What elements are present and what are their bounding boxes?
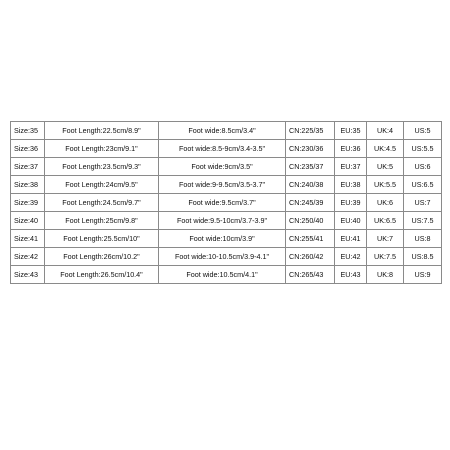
us-size-cell: US:6.5 <box>404 176 442 194</box>
uk-size-cell: UK:6 <box>367 194 404 212</box>
us-size-cell: US:5.5 <box>404 140 442 158</box>
foot-width-cell: Foot wide:10cm/3.9" <box>159 230 286 248</box>
us-size-cell: US:6 <box>404 158 442 176</box>
uk-size-cell: UK:6.5 <box>367 212 404 230</box>
eu-size-cell: EU:39 <box>335 194 367 212</box>
eu-size-cell: EU:41 <box>335 230 367 248</box>
foot-length-cell: Foot Length:26cm/10.2" <box>45 248 159 266</box>
size-cell: Size:38 <box>11 176 45 194</box>
table-row <box>11 266 442 284</box>
foot-width-cell: Foot wide:9.5-10cm/3.7-3.9" <box>159 212 286 230</box>
cn-size-cell: CN:250/40 <box>286 212 335 230</box>
foot-length-cell: Foot Length:24.5cm/9.7" <box>45 194 159 212</box>
table-row <box>11 230 442 248</box>
foot-length-cell: Foot Length:25.5cm/10" <box>45 230 159 248</box>
size-cell: Size:36 <box>11 140 45 158</box>
us-size-cell: US:7.5 <box>404 212 442 230</box>
us-size-cell: US:9 <box>404 266 442 284</box>
table-row <box>11 212 442 230</box>
cn-size-cell: CN:245/39 <box>286 194 335 212</box>
foot-length-cell: Foot Length:23cm/9.1" <box>45 140 159 158</box>
foot-length-cell: Foot Length:25cm/9.8" <box>45 212 159 230</box>
eu-size-cell: EU:42 <box>335 248 367 266</box>
foot-length-cell: Foot Length:23.5cm/9.3" <box>45 158 159 176</box>
eu-size-cell: EU:35 <box>335 122 367 140</box>
uk-size-cell: UK:5.5 <box>367 176 404 194</box>
table-row <box>11 140 442 158</box>
cn-size-cell: CN:255/41 <box>286 230 335 248</box>
cn-size-cell: CN:260/42 <box>286 248 335 266</box>
table-row <box>11 194 442 212</box>
foot-length-cell: Foot Length:24cm/9.5" <box>45 176 159 194</box>
foot-width-cell: Foot wide:9cm/3.5" <box>159 158 286 176</box>
foot-width-cell: Foot wide:9.5cm/3.7" <box>159 194 286 212</box>
foot-width-cell: Foot wide:8.5cm/3.4" <box>159 122 286 140</box>
cn-size-cell: CN:235/37 <box>286 158 335 176</box>
eu-size-cell: EU:37 <box>335 158 367 176</box>
table-row <box>11 158 442 176</box>
size-cell: Size:42 <box>11 248 45 266</box>
eu-size-cell: EU:38 <box>335 176 367 194</box>
foot-width-cell: Foot wide:10.5cm/4.1" <box>159 266 286 284</box>
uk-size-cell: UK:5 <box>367 158 404 176</box>
size-cell: Size:35 <box>11 122 45 140</box>
us-size-cell: US:8.5 <box>404 248 442 266</box>
size-cell: Size:40 <box>11 212 45 230</box>
uk-size-cell: UK:7.5 <box>367 248 404 266</box>
cn-size-cell: CN:265/43 <box>286 266 335 284</box>
foot-width-cell: Foot wide:10-10.5cm/3.9-4.1" <box>159 248 286 266</box>
size-cell: Size:41 <box>11 230 45 248</box>
cn-size-cell: CN:240/38 <box>286 176 335 194</box>
size-chart-table <box>10 121 442 284</box>
uk-size-cell: UK:4 <box>367 122 404 140</box>
table-row <box>11 248 442 266</box>
us-size-cell: US:5 <box>404 122 442 140</box>
uk-size-cell: UK:8 <box>367 266 404 284</box>
table-row <box>11 176 442 194</box>
eu-size-cell: EU:36 <box>335 140 367 158</box>
foot-length-cell: Foot Length:22.5cm/8.9" <box>45 122 159 140</box>
size-cell: Size:37 <box>11 158 45 176</box>
cn-size-cell: CN:225/35 <box>286 122 335 140</box>
table-row <box>11 122 442 140</box>
us-size-cell: US:7 <box>404 194 442 212</box>
size-cell: Size:43 <box>11 266 45 284</box>
us-size-cell: US:8 <box>404 230 442 248</box>
foot-width-cell: Foot wide:8.5-9cm/3.4-3.5" <box>159 140 286 158</box>
foot-width-cell: Foot wide:9-9.5cm/3.5-3.7" <box>159 176 286 194</box>
size-chart-body <box>11 122 442 284</box>
uk-size-cell: UK:7 <box>367 230 404 248</box>
uk-size-cell: UK:4.5 <box>367 140 404 158</box>
eu-size-cell: EU:40 <box>335 212 367 230</box>
foot-length-cell: Foot Length:26.5cm/10.4" <box>45 266 159 284</box>
cn-size-cell: CN:230/36 <box>286 140 335 158</box>
size-cell: Size:39 <box>11 194 45 212</box>
eu-size-cell: EU:43 <box>335 266 367 284</box>
